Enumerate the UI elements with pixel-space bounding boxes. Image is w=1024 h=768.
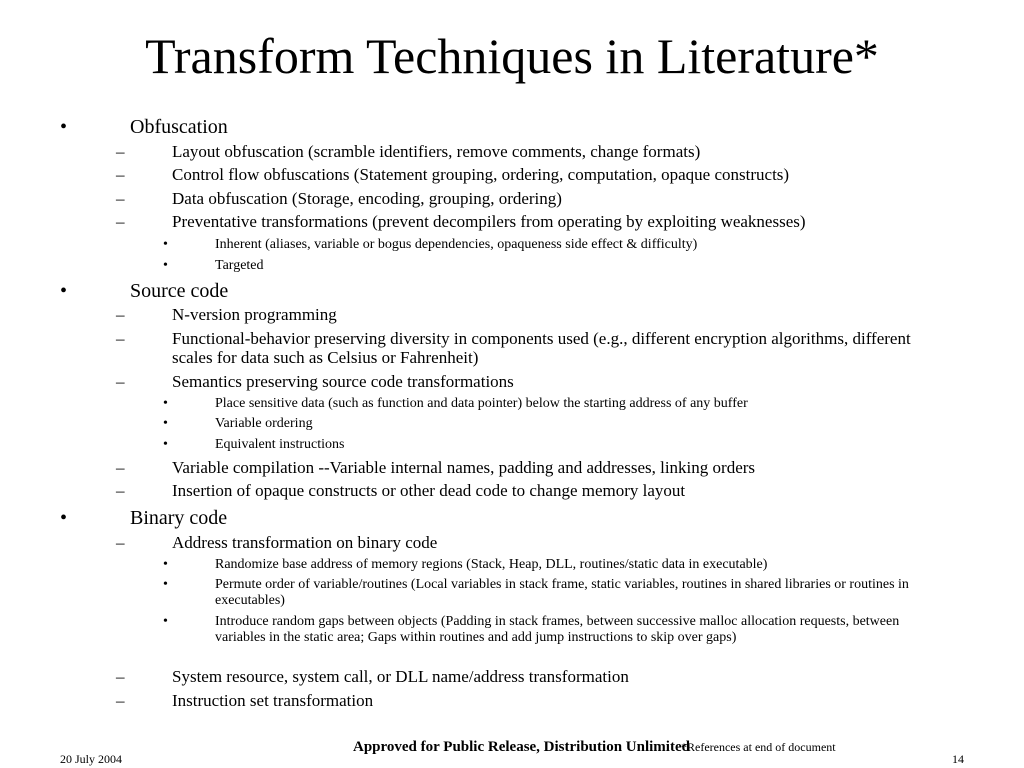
bullet-icon: •: [60, 280, 68, 302]
bullet-icon: •: [163, 614, 168, 629]
sub-list-item-text: Equivalent instructions: [215, 437, 345, 452]
page-number: 14: [952, 752, 964, 766]
sub-list-item-text: Inherent (aliases, variable or bogus dependencies, opaqueness side effect & difficulty): [215, 237, 698, 252]
bullet-icon: •: [60, 116, 68, 138]
list-item-text: Instruction set transformation: [172, 691, 374, 710]
dash-icon: –: [116, 165, 125, 184]
dash-icon: –: [116, 329, 125, 348]
sub-list-item-text: Introduce random gaps between objects (Padding in stack frames, between successive malloc allocation requests, between variables in the static area; Gaps within routines and add jump instructions to skip over gaps): [215, 614, 900, 645]
list-item-text: Layout obfuscation (scramble identifiers, remove comments, change formats): [172, 142, 701, 161]
bullet-icon: •: [163, 557, 168, 572]
section-label: Binary code: [130, 507, 228, 529]
bullet-icon: •: [60, 507, 68, 529]
section-label: Obfuscation: [130, 116, 228, 138]
dash-icon: –: [116, 212, 125, 231]
bullet-icon: •: [163, 437, 168, 452]
sub-list-item-text: Place sensitive data (such as function and data pointer) below the starting address of any buffer: [215, 396, 748, 411]
dash-icon: –: [116, 691, 125, 710]
list-item-text: Address transformation on binary code: [172, 533, 438, 552]
sub-list-item-text: Targeted: [215, 258, 264, 273]
dash-icon: –: [116, 372, 125, 391]
sub-list-item-text: Permute order of variable/routines (Local variables in stack frame, static variables, routines in shared libraries or routines in executables): [215, 577, 909, 608]
bullet-icon: •: [163, 396, 168, 411]
reference-note: *References at end of document: [681, 740, 836, 754]
list-item-text: System resource, system call, or DLL name/address transformation: [172, 667, 629, 686]
bullet-icon: •: [163, 258, 168, 273]
list-item-text: Data obfuscation (Storage, encoding, grouping, ordering): [172, 189, 562, 208]
slide-title: Transform Techniques in Literature*: [145, 28, 879, 84]
sub-list-item-text: Variable ordering: [215, 416, 313, 431]
dash-icon: –: [116, 305, 125, 324]
release-statement: Approved for Public Release, Distribution Unlimited: [353, 739, 690, 755]
dash-icon: –: [116, 533, 125, 552]
footer-date: 20 July 2004: [60, 752, 123, 766]
dash-icon: –: [116, 667, 125, 686]
list-item-text: Control flow obfuscations (Statement grouping, ordering, computation, opaque constructs): [172, 165, 790, 184]
list-item-text: Variable compilation --Variable internal names, padding and addresses, linking orders: [172, 458, 756, 477]
list-item-text: N-version programming: [172, 305, 337, 324]
section-label: Source code: [130, 280, 229, 302]
dash-icon: –: [116, 458, 125, 477]
list-item-text: Insertion of opaque constructs or other dead code to change memory layout: [172, 481, 686, 500]
bullet-icon: •: [163, 416, 168, 431]
dash-icon: –: [116, 189, 125, 208]
bullet-icon: •: [163, 577, 168, 592]
sub-list-item-text: Randomize base address of memory regions (Stack, Heap, DLL, routines/static data in executable): [215, 557, 768, 572]
dash-icon: –: [116, 481, 125, 500]
bullet-icon: •: [163, 237, 168, 252]
list-item-text: Preventative transformations (prevent decompilers from operating by exploiting weaknesses): [172, 212, 806, 231]
list-item-text: Semantics preserving source code transformations: [172, 372, 514, 391]
list-item-text: Functional-behavior preserving diversity in components used (e.g., different encryption algorithms, different scales for data such as Celsius or Fahrenheit): [172, 329, 911, 367]
dash-icon: –: [116, 142, 125, 161]
